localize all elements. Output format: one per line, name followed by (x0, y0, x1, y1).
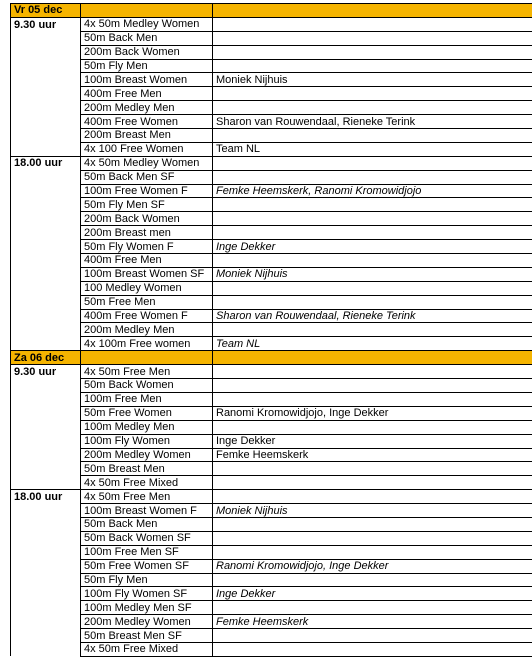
table-row (11, 87, 532, 101)
athlete-names (213, 601, 532, 615)
table-row (11, 267, 532, 281)
athlete-names (213, 198, 532, 212)
event-name: 50m Back Men SF (81, 170, 213, 184)
athlete-names (213, 281, 532, 295)
event-name: 50m Breast Men SF (81, 629, 213, 643)
table-row (11, 295, 532, 309)
session-time-empty (11, 198, 81, 212)
event-name: 200m Back Women (81, 212, 213, 226)
session-time: 18.00 uur (11, 490, 81, 504)
table-row (11, 406, 532, 420)
table-row (11, 615, 532, 629)
session-time-empty (11, 420, 81, 434)
session-time: 9.30 uur (11, 17, 81, 31)
day-header-filler (213, 351, 532, 365)
session-time-empty (11, 379, 81, 393)
session-time-empty (11, 601, 81, 615)
athlete-names (213, 323, 532, 337)
session-time-empty (11, 642, 81, 656)
session-time: 9.30 uur (11, 365, 81, 379)
athlete-names (213, 420, 532, 434)
event-name: 50m Fly Women F (81, 240, 213, 254)
athlete-names: Femke Heemskerk (213, 615, 532, 629)
table-row (11, 573, 532, 587)
session-time-empty (11, 573, 81, 587)
athlete-names (213, 170, 532, 184)
event-name: 4x 50m Free Mixed (81, 642, 213, 656)
table-row (11, 240, 532, 254)
event-name: 100m Fly Women (81, 434, 213, 448)
athlete-names (213, 517, 532, 531)
table-row (11, 101, 532, 115)
session-time-empty (11, 101, 81, 115)
event-name: 50m Free Women (81, 406, 213, 420)
table-row (11, 31, 532, 45)
table-row (11, 629, 532, 643)
athlete-names (213, 490, 532, 504)
event-name: 100m Medley Men (81, 420, 213, 434)
athlete-names (213, 642, 532, 656)
athlete-names (213, 45, 532, 59)
session-time-empty (11, 281, 81, 295)
athlete-names (213, 476, 532, 490)
session-time-empty (11, 240, 81, 254)
day-header-row (11, 351, 532, 365)
event-name: 50m Fly Men (81, 573, 213, 587)
event-name: 50m Back Women (81, 379, 213, 393)
session-time-empty (11, 115, 81, 129)
session-time-empty (11, 392, 81, 406)
session-time-empty (11, 267, 81, 281)
event-name: 200m Medley Men (81, 323, 213, 337)
session-time-empty (11, 629, 81, 643)
athlete-names (213, 295, 532, 309)
table-row (11, 476, 532, 490)
day-header-filler (81, 4, 213, 18)
table-row (11, 281, 532, 295)
athlete-names: Team NL (213, 142, 532, 156)
table-row (11, 184, 532, 198)
table-row (11, 156, 532, 170)
session-time-empty (11, 184, 81, 198)
table-row (11, 323, 532, 337)
event-name: 200m Breast Men (81, 129, 213, 143)
athlete-names: Moniek Nijhuis (213, 267, 532, 281)
event-name: 100m Breast Women F (81, 504, 213, 518)
table-row (11, 601, 532, 615)
event-name: 4x 50m Medley Women (81, 156, 213, 170)
event-name: 100m Fly Women SF (81, 587, 213, 601)
table-row (11, 420, 532, 434)
event-name: 50m Fly Men SF (81, 198, 213, 212)
event-name: 100m Free Women F (81, 184, 213, 198)
schedule-table (10, 3, 532, 657)
athlete-names (213, 17, 532, 31)
table-row (11, 434, 532, 448)
table-row (11, 462, 532, 476)
athlete-names: Femke Heemskerk (213, 448, 532, 462)
event-name: 100m Free Men (81, 392, 213, 406)
event-name: 200m Back Women (81, 45, 213, 59)
athlete-names (213, 212, 532, 226)
athlete-names: Sharon van Rouwendaal, Rieneke Terink (213, 115, 532, 129)
session-time-empty (11, 309, 81, 323)
table-row (11, 212, 532, 226)
table-row (11, 142, 532, 156)
event-name: 100m Breast Women SF (81, 267, 213, 281)
athlete-names (213, 531, 532, 545)
day-header-filler (213, 4, 532, 18)
table-row (11, 226, 532, 240)
table-row (11, 448, 532, 462)
session-time-empty (11, 170, 81, 184)
athlete-names (213, 379, 532, 393)
table-row (11, 392, 532, 406)
session-time-empty (11, 226, 81, 240)
day-label: Za 06 dec (11, 351, 81, 365)
session-time-empty (11, 45, 81, 59)
table-row (11, 559, 532, 573)
session-time-empty (11, 323, 81, 337)
event-name: 100m Breast Women (81, 73, 213, 87)
day-header-filler (81, 351, 213, 365)
day-label: Vr 05 dec (11, 4, 81, 18)
athlete-names (213, 573, 532, 587)
event-name: 50m Back Women SF (81, 531, 213, 545)
table-row (11, 59, 532, 73)
session-time-empty (11, 129, 81, 143)
table-row (11, 531, 532, 545)
event-name: 50m Free Men (81, 295, 213, 309)
session-time-empty (11, 59, 81, 73)
athlete-names (213, 462, 532, 476)
session-time-empty (11, 462, 81, 476)
event-name: 200m Medley Women (81, 448, 213, 462)
day-header-row (11, 4, 532, 18)
session-time-empty (11, 337, 81, 351)
event-name: 100m Free Men SF (81, 545, 213, 559)
athlete-names (213, 629, 532, 643)
event-name: 4x 100m Free women (81, 337, 213, 351)
table-row (11, 309, 532, 323)
session-time-empty (11, 254, 81, 268)
session-time-empty (11, 615, 81, 629)
athlete-names (213, 254, 532, 268)
athlete-names: Sharon van Rouwendaal, Rieneke Terink (213, 309, 532, 323)
table-row (11, 73, 532, 87)
session-time-empty (11, 504, 81, 518)
athlete-names (213, 59, 532, 73)
athlete-names (213, 87, 532, 101)
session-time-empty (11, 545, 81, 559)
athlete-names: Team NL (213, 337, 532, 351)
athlete-names: Femke Heemskerk, Ranomi Kromowidjojo (213, 184, 532, 198)
event-name: 50m Breast Men (81, 462, 213, 476)
session-time: 18.00 uur (11, 156, 81, 170)
event-name: 400m Free Women (81, 115, 213, 129)
event-name: 400m Free Men (81, 87, 213, 101)
event-name: 50m Back Men (81, 517, 213, 531)
athlete-names: Ranomi Kromowidjojo, Inge Dekker (213, 406, 532, 420)
session-time-empty (11, 295, 81, 309)
session-time-empty (11, 448, 81, 462)
event-name: 400m Free Women F (81, 309, 213, 323)
athlete-names: Ranomi Kromowidjojo, Inge Dekker (213, 559, 532, 573)
athlete-names (213, 156, 532, 170)
athlete-names: Inge Dekker (213, 434, 532, 448)
session-time-empty (11, 517, 81, 531)
table-row (11, 379, 532, 393)
event-name: 4x 50m Free Men (81, 490, 213, 504)
athlete-names (213, 31, 532, 45)
table-row (11, 198, 532, 212)
table-row (11, 129, 532, 143)
session-time-empty (11, 406, 81, 420)
event-name: 4x 100 Free Women (81, 142, 213, 156)
table-row (11, 490, 532, 504)
event-name: 50m Fly Men (81, 59, 213, 73)
athlete-names (213, 392, 532, 406)
athlete-names (213, 545, 532, 559)
event-name: 4x 50m Free Men (81, 365, 213, 379)
athlete-names: Moniek Nijhuis (213, 73, 532, 87)
athlete-names (213, 101, 532, 115)
table-row (11, 254, 532, 268)
table-row (11, 517, 532, 531)
table-row (11, 642, 532, 656)
session-time-empty (11, 73, 81, 87)
event-name: 50m Back Men (81, 31, 213, 45)
table-row (11, 587, 532, 601)
session-time-empty (11, 434, 81, 448)
table-row (11, 170, 532, 184)
session-time-empty (11, 87, 81, 101)
table-row (11, 45, 532, 59)
event-name: 200m Medley Men (81, 101, 213, 115)
event-name: 200m Medley Women (81, 615, 213, 629)
event-name: 50m Free Women SF (81, 559, 213, 573)
table-row (11, 337, 532, 351)
event-name: 400m Free Men (81, 254, 213, 268)
session-time-empty (11, 31, 81, 45)
session-time-empty (11, 476, 81, 490)
table-row (11, 17, 532, 31)
athlete-names: Inge Dekker (213, 587, 532, 601)
event-name: 200m Breast men (81, 226, 213, 240)
session-time-empty (11, 531, 81, 545)
session-time-empty (11, 559, 81, 573)
athlete-names: Moniek Nijhuis (213, 504, 532, 518)
table-row (11, 115, 532, 129)
athlete-names (213, 129, 532, 143)
table-row (11, 365, 532, 379)
session-time-empty (11, 212, 81, 226)
event-name: 4x 50m Medley Women (81, 17, 213, 31)
table-row (11, 545, 532, 559)
athlete-names (213, 365, 532, 379)
event-name: 100m Medley Men SF (81, 601, 213, 615)
table-row (11, 504, 532, 518)
session-time-empty (11, 142, 81, 156)
athlete-names: Inge Dekker (213, 240, 532, 254)
event-name: 4x 50m Free Mixed (81, 476, 213, 490)
athlete-names (213, 226, 532, 240)
event-name: 100 Medley Women (81, 281, 213, 295)
session-time-empty (11, 587, 81, 601)
